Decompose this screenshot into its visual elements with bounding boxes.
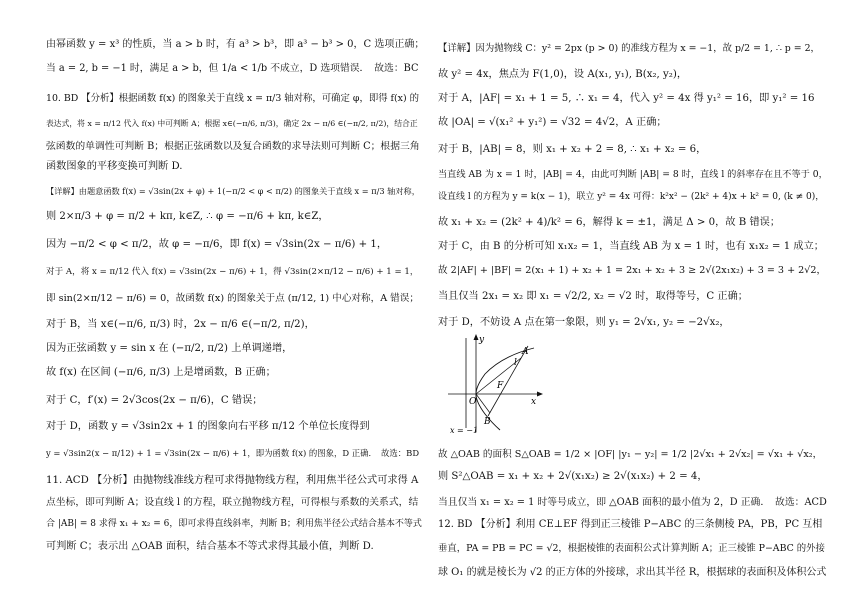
text-line: 设直线 l 的方程为 y = k(x − 1)，联立 y² = 4x 可得：k²x² − (2k² + 4)x + k² = 0, (k ≠ 0)， <box>438 192 825 202</box>
text-line: 12. BD 【分析】利用 CE⊥EF 得到正三棱锥 P−ABC 的三条侧棱 PA，PB，PC 互相 <box>438 519 823 530</box>
text-line: 表达式，将 x = π/12 代入 f(x) 中可判断 A；根据 x∈(−π/6, π/3)，确定 2x − π/6 ∈(−π/2, π/2)，结合正 <box>46 119 418 128</box>
text-line: 函数图象的平移变换可判断 D. <box>46 161 183 172</box>
label-directrix: x = −1 <box>450 426 479 434</box>
text-line: 对于 C，由 B 的分析可知 x₁x₂ = 1，当直线 AB 为 x = 1 时，也有 x₁x₂ = 1 成立； <box>438 241 824 252</box>
text-line: 故 2|AF| + |BF| = 2(x₁ + 1) + x₂ + 1 = 2x₁ + x₂ + 3 ≥ 2√(2x₁x₂) + 3 = 3 + 2√2， <box>438 265 827 276</box>
text-line: y = √3sin2(x − π/12) + 1 = √3sin(2x − π/6) + 1，即为函数 f(x) 的图象，D 正确． 故选：BD <box>46 448 420 458</box>
text-line: 由幂函数 y = x³ 的性质，当 a > b 时，有 a³ > b³，即 a³ − b³ > 0，C 选项正确； <box>46 39 425 50</box>
text-line: 对于 A，将 x = π/12 代入 f(x) = √3sin(2x − π/6) + 1，得 √3sin(2×π/12 − π/6) + 1 = 1， <box>46 267 419 277</box>
text-line: 对于 B，|AB| = 8，则 x₁ + x₂ + 2 = 8, ∴ x₁ + x₂ = 6， <box>438 144 707 155</box>
right-column <box>438 0 828 607</box>
x-axis-arrow <box>537 392 543 397</box>
text-line: 11. ACD 【分析】由抛物线准线方程可求得抛物线方程，利用焦半径公式可求得 A <box>46 475 419 486</box>
label-b: B <box>484 417 491 427</box>
text-line: 点坐标，即可判断 A；设直线 l 的方程，联立抛物线方程，可得根与系数的关系式，结 <box>46 497 419 508</box>
text-line: 垂直，PA = PB = PC = √2，根据棱锥的表面积公式计算判断 A；正三棱锥 P−ABC 的外接 <box>438 543 825 554</box>
y-axis-arrow <box>474 334 479 340</box>
text-line: 合 |AB| = 8 求得 x₁ + x₂ = 6，即可求得直线斜率，判断 B；利用焦半径公式结合基本不等式 <box>46 519 422 529</box>
text-line: 对于 D，函数 y = √3sin2x + 1 的图象向右平移 π/12 个单位长度得到 <box>46 421 370 432</box>
label-x: x <box>531 397 537 407</box>
text-line: 当 a = 2, b = −1 时，满足 a > b，但 1/a < 1/b 不成立，D 选项错误． 故选：BC <box>46 63 419 74</box>
text-line: 则 S²△OAB = x₁ + x₂ + 2√(x₁x₂) ≥ 2√(x₁x₂) + 2 = 4， <box>438 471 708 482</box>
parabola-figure <box>448 334 546 434</box>
text-line: 对于 C，f′(x) = 2√3cos(2x − π/6)，C 错误； <box>46 395 263 406</box>
label-l: l <box>514 358 517 368</box>
text-line: 故 f(x) 在区间 (−π/6, π/3) 上是增函数，B 正确； <box>46 367 276 378</box>
text-line: 故 △OAB 的面积 S△OAB = 1/2 × |OF| |y₁ − y₂| = 1/2 |2√x₁ + 2√x₂| = √x₁ + √x₂， <box>438 449 823 460</box>
text-line: 10. BD 【分析】根据函数 f(x) 的图象关于直线 x = π/3 轴对称，可确定 φ，即得 f(x) 的 <box>46 93 419 104</box>
text-line: 球 O₁ 的就是棱长为 √2 的正方体的外接球，求出其半径 R，根据球的表面积及体积公式 <box>438 567 827 578</box>
text-line: 弦函数的单调性可判断 B；根据正弦函数以及复合函数的求导法则可判断 C；根据三角 <box>46 141 420 152</box>
text-line: 即 sin(2×π/12 − π/6) = 0，故函数 f(x) 的图象关于点 (π/12, 1) 中心对称，A 错误； <box>46 293 419 304</box>
text-line: 因为 −π/2 < φ < π/2，故 φ = −π/6，即 f(x) = √3sin(2x − π/6) + 1， <box>46 239 388 250</box>
text-line: 故 |OA| = √(x₁² + y₁²) = √32 = 4√2，A 正确； <box>438 117 667 128</box>
text-line: 对于 B，当 x∈(−π/6, π/3) 时，2x − π/6 ∈(−π/2, π/2)， <box>46 319 315 330</box>
left-column <box>46 0 424 607</box>
label-f: F <box>497 381 504 391</box>
text-line: 故 y² = 4x，焦点为 F(1,0)，设 A(x₁, y₁), B(x₂, y₂)， <box>438 69 688 80</box>
text-line: 因为正弦函数 y = sin x 在 (−π/2, π/2) 上单调递增， <box>46 343 293 354</box>
text-line: 当且仅当 x₁ = x₂ = 1 时等号成立，即 △OAB 面积的最小值为 2，D 正确． 故选：ACD <box>438 497 827 508</box>
label-y: y <box>479 335 485 345</box>
text-line: 当且仅当 2x₁ = x₂ 即 x₁ = √2/2, x₂ = √2 时，取得等号，C 正确； <box>438 291 748 302</box>
label-o: O <box>469 397 477 407</box>
text-line: 【详解】因为抛物线 C：y² = 2px (p > 0) 的准线方程为 x = −1，故 p/2 = 1, ∴ p = 2， <box>438 43 820 54</box>
label-a: A <box>522 347 529 357</box>
text-line: 故 x₁ + x₂ = (2k² + 4)/k² = 6，解得 k = ±1，满足 Δ > 0，故 B 错误； <box>438 217 781 228</box>
text-line: 可判断 C；表示出 △OAB 面积，结合基本不等式求得其最小值，判断 D. <box>46 541 374 552</box>
text-line: 当直线 AB 为 x = 1 时，|AB| = 4，由此可判断 |AB| = 8 时，直线 l 的斜率存在且不等于 0， <box>438 169 828 180</box>
text-line: 则 2×π/3 + φ = π/2 + kπ, k∈Z, ∴ φ = −π/6 + kπ, k∈Z， <box>46 211 329 222</box>
text-line: 对于 A，|AF| = x₁ + 1 = 5, ∴ x₁ = 4，代入 y² = 4x 得 y₁² = 16，即 y₁² = 16 <box>438 93 815 104</box>
text-line: 对于 D，不妨设 A 点在第一象限，则 y₁ = 2√x₁, y₂ = −2√x₂， <box>438 317 730 328</box>
text-line: 【详解】由题意函数 f(x) = √3sin(2x + φ) + 1(−π/2 < φ < π/2) 的图象关于直线 x = π/3 轴对称， <box>46 186 420 196</box>
